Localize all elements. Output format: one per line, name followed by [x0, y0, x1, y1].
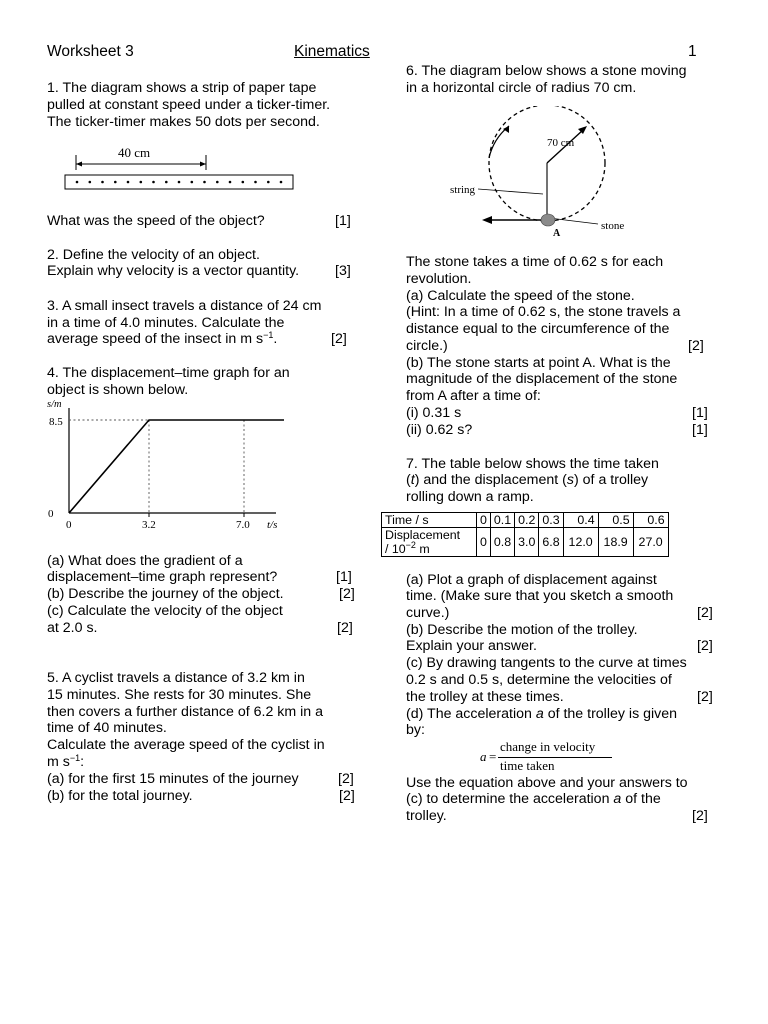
q5-line-4: time of 40 minutes. — [47, 720, 167, 736]
q5-line-5: Calculate the average speed of the cyclist in — [47, 737, 325, 753]
q7c-line-1: (c) By drawing tangents to the curve at times — [406, 655, 687, 671]
table-header-displacement: Displacement / $10^{-2}$ m — [382, 528, 477, 557]
q5-line-1: 5. A cyclist travels a distance of 3.2 km in — [47, 670, 305, 686]
tape-dot — [152, 181, 155, 184]
string-label: string — [450, 184, 476, 196]
table-row-displacement — [382, 528, 669, 557]
q3-line-3: average speed of the insect in m $s^{-1}$. — [47, 330, 278, 347]
table-cell: 0.8 — [490, 528, 514, 557]
equation-lhs: a — [480, 749, 487, 764]
table-header-time: Time / s — [382, 513, 477, 528]
q3-line-2: in a time of 4.0 minutes. Calculate the — [47, 315, 285, 331]
tape-dot — [203, 181, 206, 184]
ticker-tape-diagram — [60, 142, 300, 194]
table-cell: 6.8 — [539, 528, 563, 557]
stone-label: stone — [601, 220, 625, 232]
tape-dot — [76, 181, 79, 184]
q4-line-1: 4. The displacement–time graph for an — [47, 365, 290, 381]
q7d-line-2: by: — [406, 722, 425, 738]
tape-dot — [191, 181, 194, 184]
q6a-marks: [2] — [688, 338, 704, 354]
q7c-marks: [2] — [697, 689, 713, 705]
q6b-i-marks: [1] — [692, 405, 708, 421]
q6b-ii-marks: [1] — [692, 422, 708, 438]
table-cell: 0.1 — [490, 513, 514, 528]
q6-line-2: in a horizontal circle of radius 70 cm. — [406, 80, 637, 96]
table-cell: 27.0 — [633, 528, 668, 557]
tape-dot — [229, 181, 232, 184]
tape-dot — [114, 181, 117, 184]
page-number: 1 — [688, 43, 697, 60]
q7b-line-2: Explain your answer. — [406, 638, 537, 654]
q4-line-2: object is shown below. — [47, 382, 189, 398]
tape-dot — [165, 181, 168, 184]
q1-line-3: The ticker-timer makes 50 dots per second. — [47, 114, 320, 130]
q6-hint-3: circle.) — [406, 338, 448, 354]
q7a-line-1: (a) Plot a graph of displacement against — [406, 572, 657, 588]
graph-y-label: s/m — [47, 399, 62, 410]
worksheet-title: Worksheet 3 — [47, 43, 134, 60]
q5-line-2: 15 minutes. She rests for 30 minutes. She — [47, 687, 312, 703]
q4c-line-1: (c) Calculate the velocity of the object — [47, 603, 283, 619]
q4a-line-1: (a) What does the gradient of a — [47, 553, 243, 569]
q5-unit-line: m $s^{-1}$: — [47, 753, 85, 770]
tape-dot — [267, 181, 270, 184]
q7-use-marks: [2] — [692, 808, 708, 824]
q4a-marks: [1] — [336, 569, 352, 585]
time-displacement-table — [381, 512, 669, 557]
q2-line-2: Explain why velocity is a vector quantity. — [47, 263, 300, 279]
q7b-line-1: (b) Describe the motion of the trolley. — [406, 622, 638, 638]
q6-text-2: revolution. — [406, 271, 472, 287]
q6-hint-2: distance equal to the circumference of the — [406, 321, 670, 337]
graph-line — [69, 420, 284, 513]
q7-use-line-3: trolley. — [406, 808, 447, 824]
q4b-marks: [2] — [339, 586, 355, 602]
table-cell: 18.9 — [598, 528, 633, 557]
q2-line-1: 2. Define the velocity of an object. — [47, 247, 260, 263]
table-cell: 0.6 — [633, 513, 668, 528]
tape-dot — [280, 181, 283, 184]
q7d-line-1: (d) The acceleration a of the trolley is given — [406, 706, 678, 722]
tape-dot — [127, 181, 130, 184]
stone-pointer — [549, 218, 598, 224]
graph-x-tick-0: 0 — [66, 519, 72, 531]
q4a-line-2: displacement–time graph represent? — [47, 569, 278, 585]
q7b-marks: [2] — [697, 638, 713, 654]
graph-y-tick-0: 0 — [48, 508, 54, 520]
q6b-line-1: (b) The stone starts at point A. What is the — [406, 355, 671, 371]
acceleration-equation — [480, 738, 620, 774]
table-cell: 0 — [477, 528, 491, 557]
tape-dot — [254, 181, 257, 184]
graph-y-tick-8-5: 8.5 — [49, 416, 63, 428]
q3-line-1: 3. A small insect travels a distance of 24 cm — [47, 298, 322, 314]
q5b-marks: [2] — [339, 788, 355, 804]
q7c-line-2: 0.2 s and 0.5 s, determine the velocities of — [406, 672, 672, 688]
tape-dot — [140, 181, 143, 184]
table-cell: 0 — [477, 513, 491, 528]
table-cell: 0.4 — [563, 513, 598, 528]
q7-line-2: (t) and the displacement (s) of a trolley — [406, 472, 649, 488]
q7a-line-3: curve.) — [406, 605, 450, 621]
q6b-line-2: magnitude of the displacement of the stone — [406, 371, 678, 387]
q6-text-1: The stone takes a time of 0.62 s for each — [406, 254, 664, 270]
q3-marks: [2] — [331, 331, 347, 347]
q6a-line: (a) Calculate the speed of the stone. — [406, 288, 635, 304]
q6b-ii: (ii) 0.62 s? — [406, 422, 473, 438]
q7-line-1: 7. The table below shows the time taken — [406, 456, 659, 472]
q5a-marks: [2] — [338, 771, 354, 787]
q5b-line: (b) for the total journey. — [47, 788, 193, 804]
table-cell: 0.3 — [539, 513, 563, 528]
q4c-line-2: at 2.0 s. — [47, 620, 98, 636]
tape-dots — [76, 181, 283, 184]
q7a-line-2: time. (Make sure that you sketch a smooth — [406, 588, 674, 604]
q4c-marks: [2] — [337, 620, 353, 636]
q6b-i: (i) 0.31 s — [406, 405, 462, 421]
q4b-line: (b) Describe the journey of the object. — [47, 586, 284, 602]
q5-line-3: then covers a further distance of 6.2 km in a — [47, 704, 324, 720]
table-cell: 3.0 — [515, 528, 539, 557]
q1-marks: [1] — [335, 213, 351, 229]
q6-hint-1: (Hint: In a time of 0.62 s, the stone travels a — [406, 304, 681, 320]
graph-x-tick-7-0: 7.0 — [236, 519, 250, 531]
q1-line-1: 1. The diagram shows a strip of paper tape — [47, 80, 317, 96]
tape-dot — [89, 181, 92, 184]
q1-question: What was the speed of the object? — [47, 213, 265, 229]
radius-label: 70 cm — [547, 137, 575, 149]
stone — [541, 214, 555, 226]
q6b-line-3: from A after a time of: — [406, 388, 541, 404]
tape-dot — [242, 181, 245, 184]
tape-dot — [101, 181, 104, 184]
graph-x-label: t/s — [267, 519, 278, 531]
q7-use-line-2: (c) to determine the acceleration a of the — [406, 791, 661, 807]
equation-denominator: time taken — [500, 758, 555, 773]
string-pointer — [478, 189, 543, 194]
point-a-label: A — [553, 228, 561, 239]
q7c-line-3: the trolley at these times. — [406, 689, 564, 705]
q7a-marks: [2] — [697, 605, 713, 621]
q7-line-3: rolling down a ramp. — [406, 489, 534, 505]
equation-equals: = — [489, 749, 497, 764]
graph-guide-lines — [69, 420, 276, 517]
q5a-line: (a) for the first 15 minutes of the journey — [47, 771, 299, 787]
tape-length-label: 40 cm — [118, 145, 151, 160]
q2-marks: [3] — [335, 263, 351, 279]
graph-x-tick-3-2: 3.2 — [142, 519, 156, 531]
equation-numerator: change in velocity — [500, 739, 596, 754]
q7-use-line-1: Use the equation above and your answers to — [406, 775, 688, 791]
tape-dot — [216, 181, 219, 184]
tape-dot — [178, 181, 181, 184]
table-cell: 0.5 — [598, 513, 633, 528]
q1-line-2: pulled at constant speed under a ticker-timer. — [47, 97, 331, 113]
table-row-time — [382, 513, 669, 528]
q6-line-1: 6. The diagram below shows a stone moving — [406, 63, 687, 79]
table-cell: 0.2 — [515, 513, 539, 528]
displacement-time-graph — [40, 396, 290, 534]
topic-title: Kinematics — [294, 43, 370, 60]
table-cell: 12.0 — [563, 528, 598, 557]
